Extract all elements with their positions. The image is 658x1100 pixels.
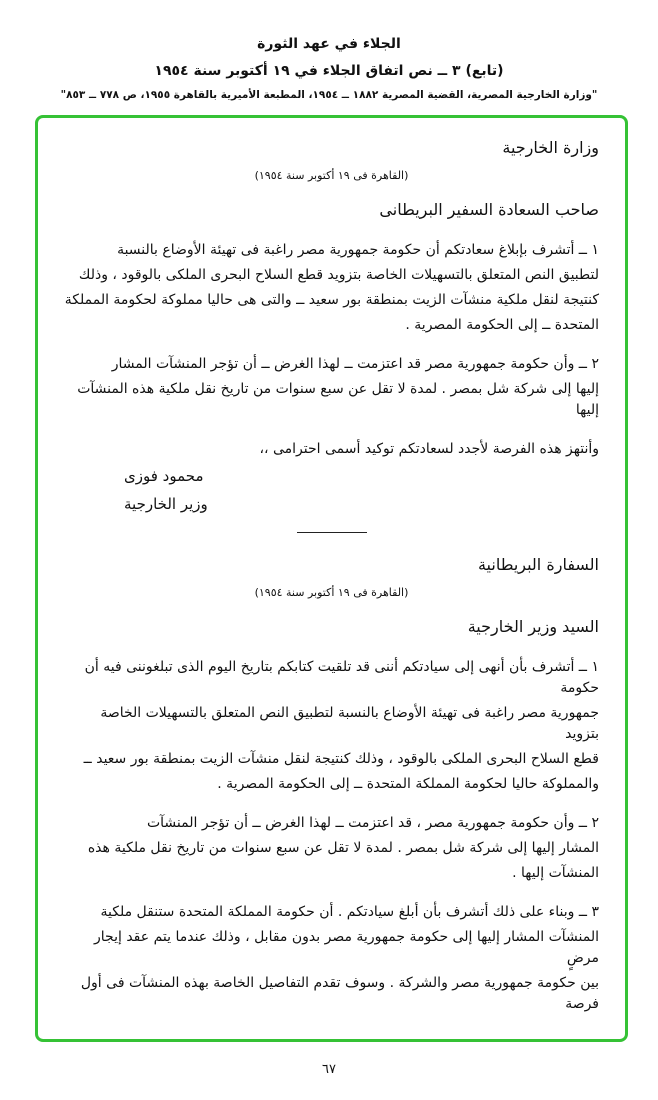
letter2-salutation: السيد وزير الخارجية bbox=[467, 617, 599, 636]
highlight-frame bbox=[35, 115, 628, 1042]
letter1-para1-line: كنتيجة لنقل ملكية منشآت الزيت بمنطقة بور سعيد ــ والتى هى حاليا مملوكة لحكومة المملكة bbox=[64, 292, 599, 308]
letter1-para2-line: ٢ ــ وأن حكومة جمهورية مصر قد اعتزمت ــ لهذا الغرض ــ أن تؤجر المنشآت المشار bbox=[111, 356, 599, 372]
letter2-para1-line: جمهورية مصر راغبة فى تهيئة الأوضاع بالنسبة لتطبيق النص المتعلق بالتسهيلات الخاصة بتزويد bbox=[100, 705, 599, 742]
letter-separator bbox=[297, 532, 367, 533]
letter2-para2-line: ٢ ــ وأن حكومة جمهورية مصر ، قد اعتزمت ــ لهذا الغرض ــ أن تؤجر المنشآت bbox=[146, 815, 599, 831]
letter2-sender: السفارة البريطانية bbox=[477, 555, 599, 574]
letter2-para2-line: المنشآت إليها . bbox=[512, 865, 599, 881]
signature-title: وزير الخارجية bbox=[124, 495, 208, 513]
letter1-para2-line: إليها إلى شركة شل بمصر . لمدة لا تقل عن سبع سنوات من تاريخ نقل ملكية هذه المنشآت إليها bbox=[77, 381, 599, 418]
letter1-salutation: صاحب السعادة السفير البريطانى bbox=[379, 200, 599, 219]
letter1-para1-line: لتطبيق النص المتعلق بالتسهيلات الخاصة بتزويد قطع السلاح البحرى الملكى بالوقود ، وذلك bbox=[78, 267, 599, 283]
section-title: (تابع) ٣ ــ نص اتفاق الجلاء في ١٩ أكتوبر سنة ١٩٥٤ bbox=[154, 63, 504, 79]
letter1-para1-line: ١ ــ أتشرف بإبلاغ سعادتكم أن حكومة جمهورية مصر راغبة فى تهيئة الأوضاع بالنسبة bbox=[117, 242, 599, 258]
letter2-para2-line: المشار إليها إلى شركة شل بمصر . لمدة لا تقل عن سبع سنوات من تاريخ نقل ملكية هذه bbox=[87, 840, 599, 856]
page-number: ٦٧ bbox=[322, 1062, 336, 1077]
signature-name: محمود فوزى bbox=[124, 467, 204, 485]
letter1-para1-line: المتحدة ــ إلى الحكومة المصرية . bbox=[405, 317, 599, 333]
letter2-date: (القاهرة فى ١٩ أكتوبر سنة ١٩٥٤) bbox=[254, 586, 409, 599]
letter2-para1-line: والمملوكة حاليا لحكومة المملكة المتحدة ــ إلى الحكومة المصرية . bbox=[217, 776, 599, 792]
letter2-para3-line: ٣ ــ وبناء على ذلك أتشرف بأن أبلغ سيادتكم . أن حكومة المملكة المتحدة ستنقل ملكية bbox=[100, 904, 599, 920]
page-header bbox=[0, 0, 658, 103]
book-title: الجلاء في عهد الثورة bbox=[257, 36, 401, 52]
letter2-para3-line: المنشآت المشار إليها إلى حكومة جمهورية مصر بدون مقابل ، وذلك عندما يتم عقد إيجار مرضٍ bbox=[94, 929, 599, 966]
source-citation: "وزارة الخارجية المصرية، القضية المصرية ١٨٨٢ ــ ١٩٥٤، المطبعة الأميرية بالقاهرة ١٩٥٥، ص ٧٧٨ ــ ٨٥٣" bbox=[60, 89, 598, 101]
letter1-date: (القاهرة فى ١٩ أكتوبر سنة ١٩٥٤) bbox=[254, 169, 409, 182]
letter1-sender: وزارة الخارجية bbox=[502, 138, 599, 157]
letter2-para1-line: ١ ــ أتشرف بأن أنهى إلى سيادتكم أننى قد تلقيت كتابكم بتاريخ اليوم الذى تبلغوننى فيه أن حكومة bbox=[84, 659, 599, 696]
letter2-para3-line: بين حكومة جمهورية مصر والشركة . وسوف تقدم التفاصيل الخاصة بهذه المنشآت فى أول فرصة bbox=[80, 975, 599, 1012]
letter2-para1-line: قطع السلاح البحرى الملكى بالوقود ، وذلك كنتيجة لنقل منشآت الزيت بمنطقة بور سعيد ــ bbox=[83, 751, 599, 767]
letter1-closing: وأنتهز هذه الفرصة لأجدد لسعادتكم توكيد أسمى احترامى ،، bbox=[259, 441, 599, 457]
